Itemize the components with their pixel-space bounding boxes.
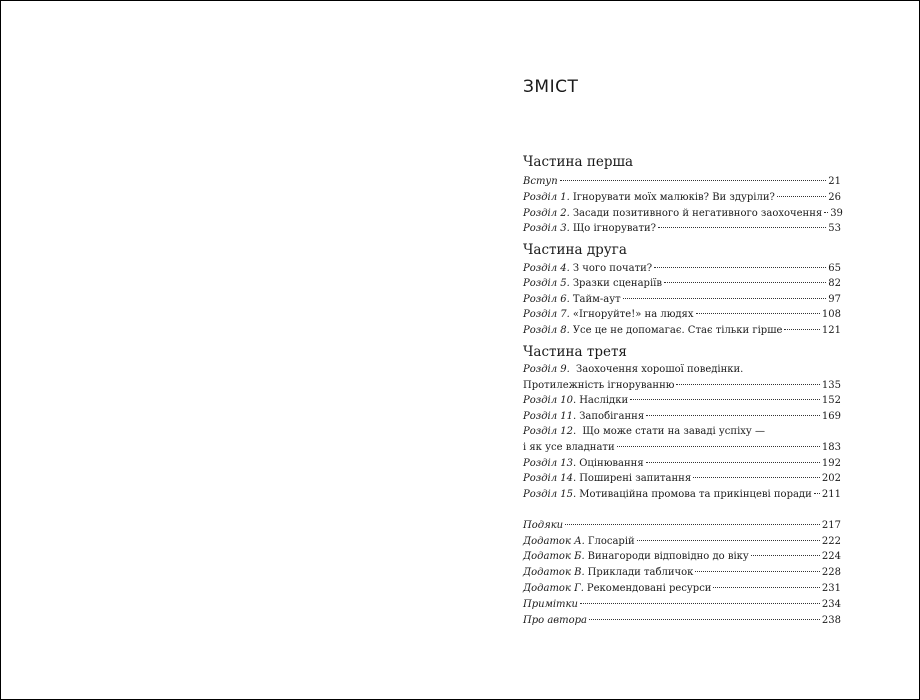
entry-label: Розділ 9. xyxy=(523,364,570,375)
toc-entry[interactable] xyxy=(523,440,841,455)
entry-label: Про автора xyxy=(523,615,587,626)
entry-page: 211 xyxy=(821,489,841,500)
entry-title: Заохочення хорошої поведінки. xyxy=(576,364,744,375)
entry-label: Розділ 7. xyxy=(523,309,570,320)
entry-page: 217 xyxy=(821,520,841,531)
entry-page: 228 xyxy=(821,567,841,578)
entry-page: 192 xyxy=(821,458,841,469)
entry-label: Примітки xyxy=(523,599,578,610)
entry-title: Тайм-аут xyxy=(572,294,621,305)
entry-page: 82 xyxy=(828,278,841,289)
toc-entry[interactable] xyxy=(523,487,841,502)
entry-page: 224 xyxy=(821,551,841,562)
entry-title: Наслідки xyxy=(579,395,629,406)
entry-title: Поширені запитання xyxy=(579,473,692,484)
dot-leader xyxy=(565,524,820,525)
dot-leader xyxy=(646,415,820,416)
page-title: ЗМІСТ xyxy=(523,77,579,97)
entry-label: Додаток Г. xyxy=(523,583,584,594)
entry-page: 39 xyxy=(830,208,843,219)
toc-entry[interactable] xyxy=(523,292,841,307)
entry-title: Засади позитивного й негативного заохочення xyxy=(572,208,823,219)
entry-label: Додаток А. xyxy=(523,536,585,547)
toc-entry[interactable] xyxy=(523,456,841,471)
dot-leader xyxy=(654,267,826,268)
entry-title: Рекомендовані ресурси xyxy=(586,583,712,594)
entry-label: Розділ 8. xyxy=(523,325,570,336)
entry-label: Подяки xyxy=(523,520,564,531)
dot-leader xyxy=(589,619,820,620)
entry-title: Що може стати на заваді успіху — xyxy=(582,426,765,437)
entry-label: Розділ 1. xyxy=(523,192,570,203)
toc-entry[interactable] xyxy=(523,307,841,322)
entry-page: 234 xyxy=(821,599,841,610)
toc-entry[interactable] xyxy=(523,261,841,276)
entry-label: Розділ 3. xyxy=(523,223,570,234)
toc-entry[interactable] xyxy=(523,613,841,628)
dot-leader xyxy=(617,446,820,447)
entry-label: Розділ 4. xyxy=(523,263,570,274)
entry-label: Вступ xyxy=(523,176,558,187)
toc-entry-first-line[interactable] xyxy=(523,362,743,377)
entry-label: Розділ 5. xyxy=(523,278,570,289)
part-heading-3: Частина третя xyxy=(523,344,627,360)
part-heading-1: Частина перша xyxy=(523,154,634,170)
entry-title: Оцінювання xyxy=(579,458,644,469)
part-heading-2: Частина друга xyxy=(523,242,627,258)
dot-leader xyxy=(824,212,828,213)
dot-leader xyxy=(777,196,826,197)
dot-leader xyxy=(637,540,820,541)
dot-leader xyxy=(658,227,826,228)
toc-entry[interactable] xyxy=(523,534,841,549)
entry-page: 135 xyxy=(821,380,841,391)
entry-label: Розділ 2. xyxy=(523,208,570,219)
entry-page: 222 xyxy=(821,536,841,547)
entry-title: Винагороди відповідно до віку xyxy=(587,551,749,562)
toc-entry[interactable] xyxy=(523,393,841,408)
entry-label: Розділ 6. xyxy=(523,294,570,305)
entry-page: 169 xyxy=(821,411,841,422)
entry-page: 152 xyxy=(821,395,841,406)
entry-title: З чого почати? xyxy=(572,263,653,274)
entry-page: 21 xyxy=(828,176,841,187)
dot-leader xyxy=(560,180,827,181)
toc-entry[interactable] xyxy=(523,565,841,580)
toc-entry[interactable] xyxy=(523,581,841,596)
entry-page: 53 xyxy=(828,223,841,234)
toc-entry[interactable] xyxy=(523,597,841,612)
dot-leader xyxy=(696,313,820,314)
entry-label: Додаток Б. xyxy=(523,551,585,562)
toc-entry[interactable] xyxy=(523,518,841,533)
toc-entry[interactable] xyxy=(523,409,841,424)
entry-title: Ігнорувати моїх малюків? Ви здуріли? xyxy=(572,192,775,203)
entry-page: 202 xyxy=(821,473,841,484)
dot-leader xyxy=(695,571,819,572)
dot-leader xyxy=(623,298,827,299)
entry-label: Розділ 12. xyxy=(523,426,577,437)
toc-entry[interactable] xyxy=(523,378,841,393)
dot-leader xyxy=(580,603,820,604)
toc-entry[interactable] xyxy=(523,276,841,291)
toc-entry[interactable] xyxy=(523,206,841,221)
toc-entry[interactable] xyxy=(523,190,841,205)
entry-page: 108 xyxy=(821,309,841,320)
entry-title: Приклади табличок xyxy=(587,567,694,578)
dot-leader xyxy=(676,384,819,385)
entry-title: Зразки сценаріїв xyxy=(572,278,662,289)
entry-title: Запобігання xyxy=(579,411,645,422)
entry-page: 238 xyxy=(821,615,841,626)
toc-entry-first-line[interactable] xyxy=(523,424,765,439)
entry-label: Додаток В. xyxy=(523,567,585,578)
entry-label: Розділ 10. xyxy=(523,395,577,406)
entry-page: 26 xyxy=(828,192,841,203)
toc-entry[interactable] xyxy=(523,221,841,236)
dot-leader xyxy=(664,282,826,283)
dot-leader xyxy=(751,555,820,556)
entry-title: «Ігноруйте!» на людях xyxy=(572,309,694,320)
dot-leader xyxy=(713,587,819,588)
entry-title: Мотиваційна промова та прикінцеві поради xyxy=(579,489,812,500)
dot-leader xyxy=(646,462,820,463)
entry-title: Усе це не допомагає. Стає тільки гірше xyxy=(572,325,783,336)
entry-continuation: і як усе владнати xyxy=(523,442,615,453)
dot-leader xyxy=(630,399,820,400)
dot-leader xyxy=(814,493,820,494)
entry-page: 121 xyxy=(821,325,841,336)
dot-leader xyxy=(784,329,820,330)
dot-leader xyxy=(693,477,820,478)
toc-entry[interactable] xyxy=(523,174,841,189)
toc-entry[interactable] xyxy=(523,471,841,486)
entry-continuation: Протилежність ігноруванню xyxy=(523,380,675,391)
entry-label: Розділ 11. xyxy=(523,411,577,422)
entry-title: Глосарій xyxy=(587,536,635,547)
toc-entry[interactable] xyxy=(523,323,841,338)
toc-entry[interactable] xyxy=(523,549,841,564)
entry-label: Розділ 14. xyxy=(523,473,577,484)
entry-page: 65 xyxy=(828,263,841,274)
entry-page: 231 xyxy=(821,583,841,594)
entry-label: Розділ 13. xyxy=(523,458,577,469)
entry-title: Що ігнорувати? xyxy=(572,223,656,234)
entry-page: 183 xyxy=(821,442,841,453)
entry-label: Розділ 15. xyxy=(523,489,577,500)
entry-page: 97 xyxy=(828,294,841,305)
